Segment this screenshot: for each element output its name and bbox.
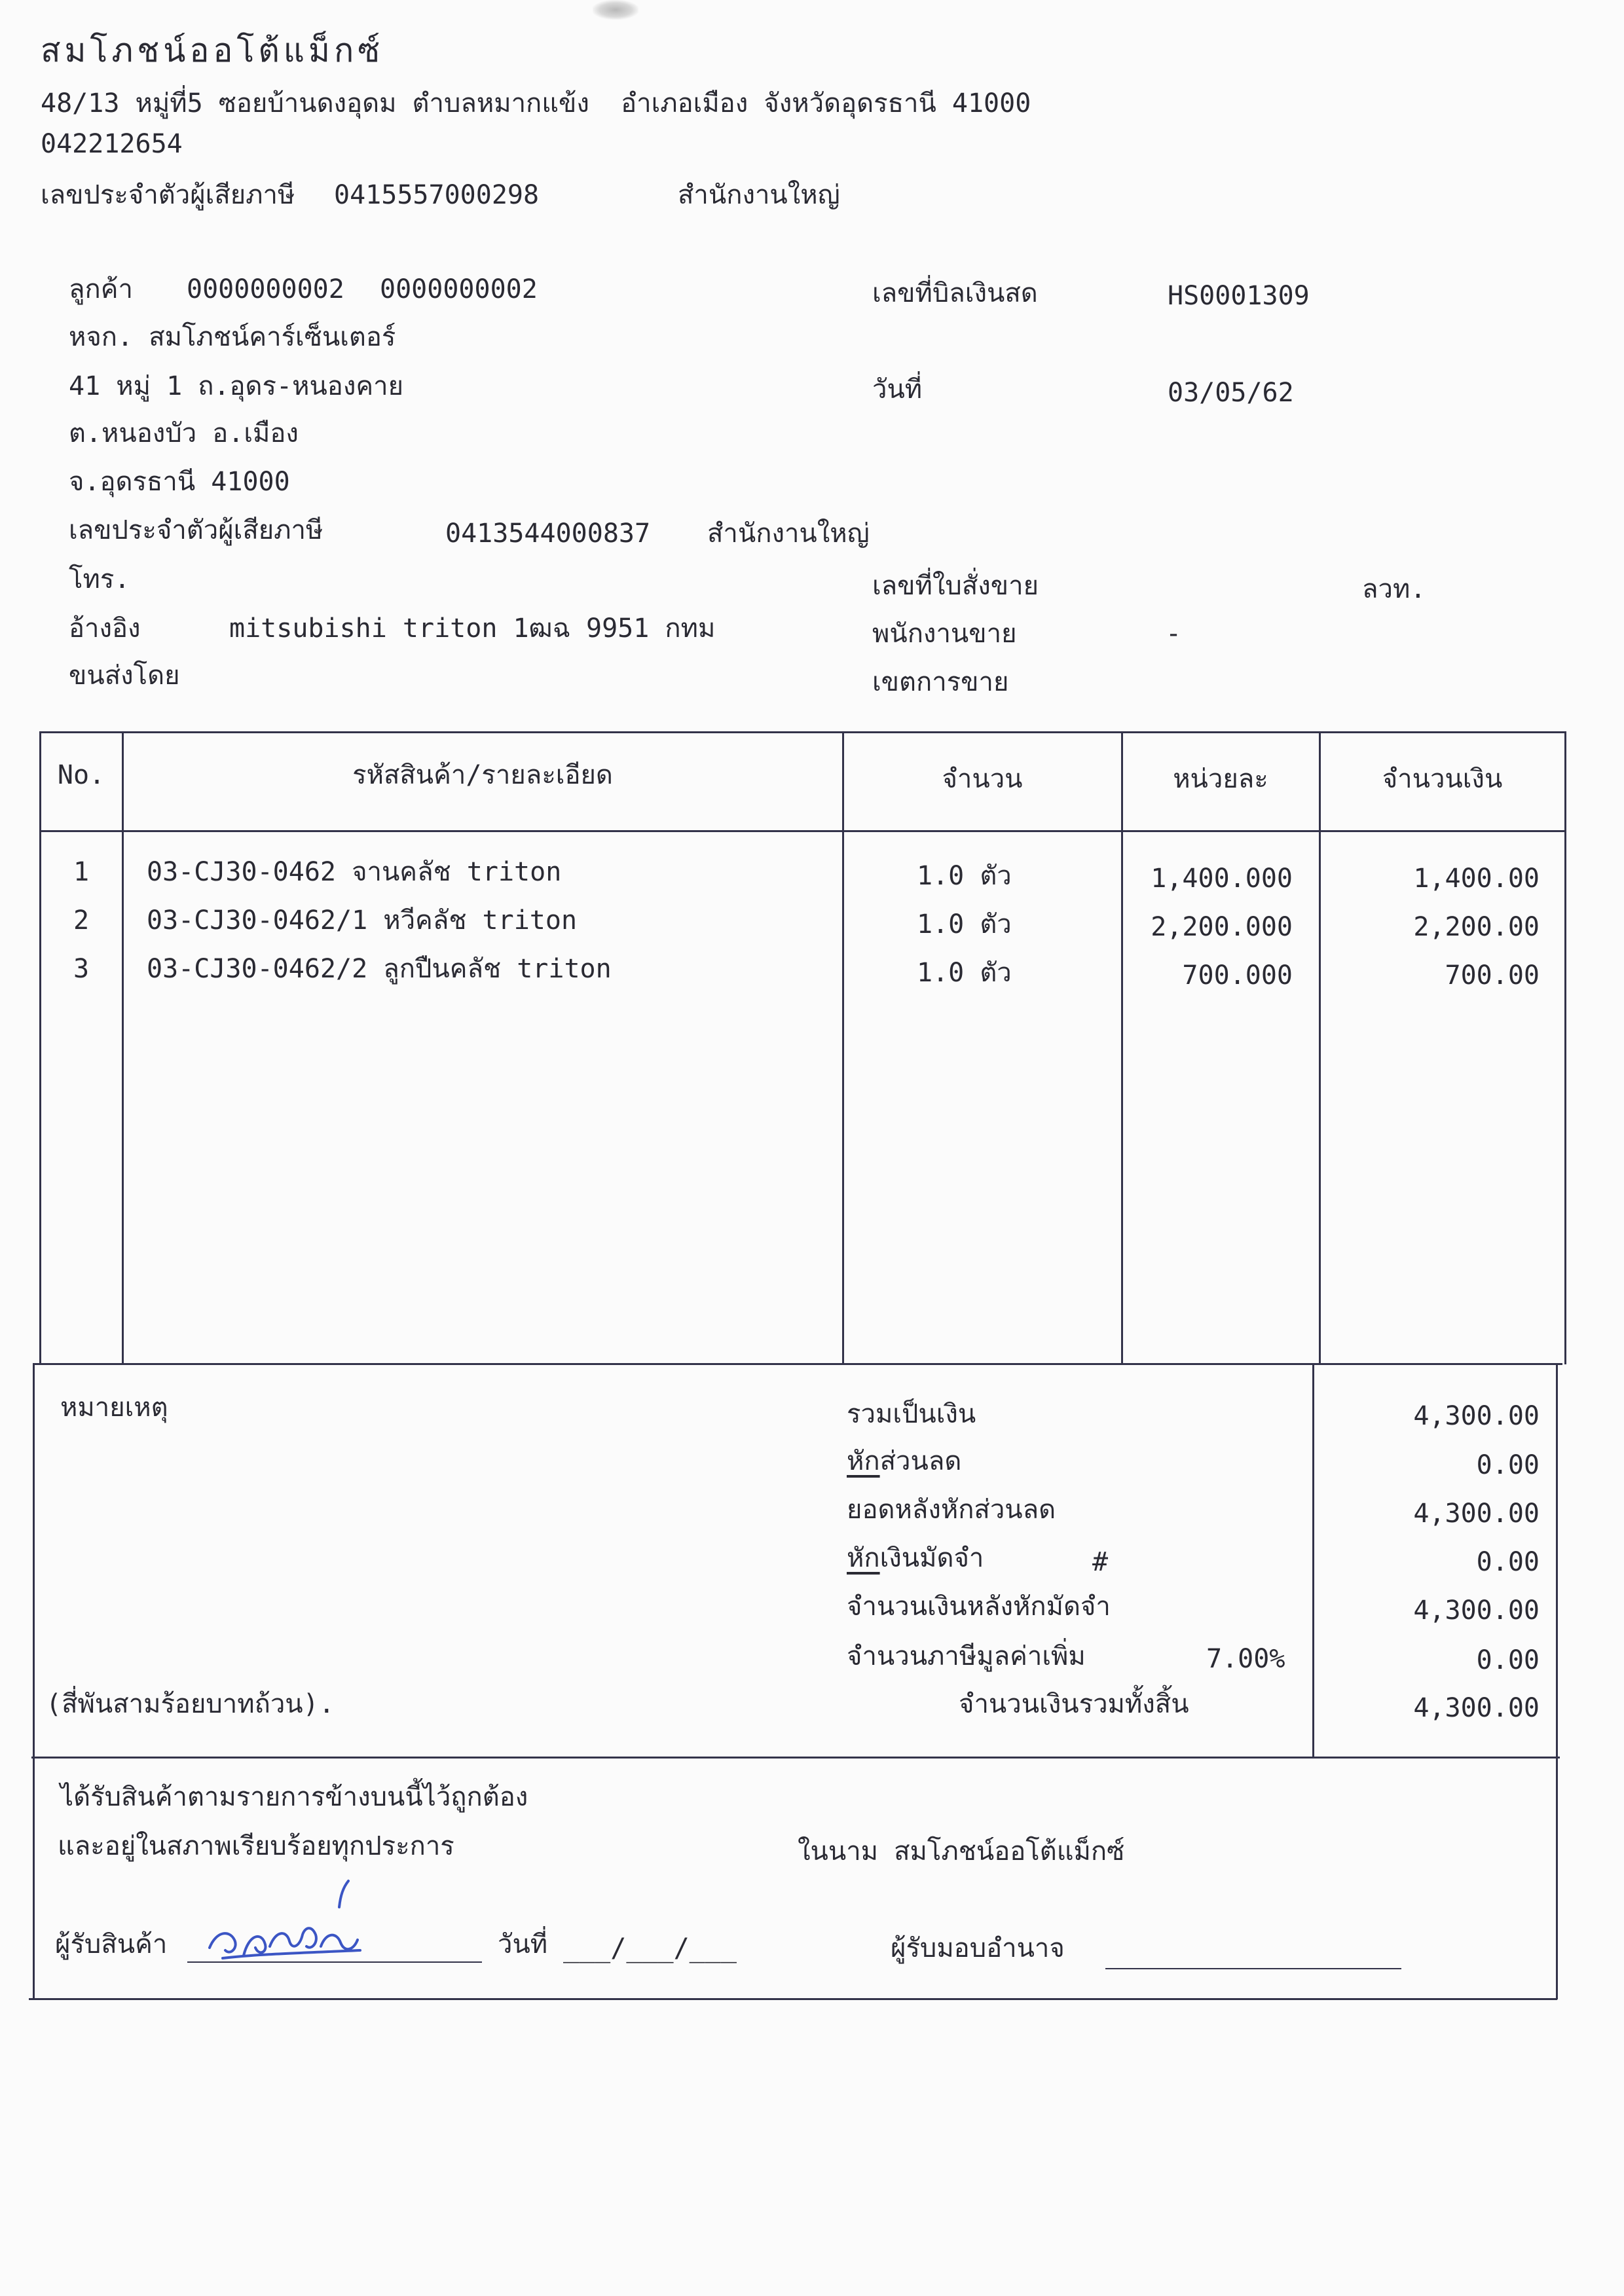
row-2-unit-price: 2,200.000 bbox=[1151, 912, 1293, 942]
col-divider-desc bbox=[842, 731, 844, 1364]
salesperson-label: พนักงานขาย bbox=[872, 619, 1017, 649]
sales-order-label: เลขที่ใบสั่งขาย bbox=[872, 571, 1039, 601]
customer-name: หจก. สมโภชน์คาร์เซ็นเตอร์ bbox=[69, 322, 396, 352]
bill-date-value: 03/05/62 bbox=[1168, 378, 1294, 408]
shipping-label: ขนส่งโดย bbox=[69, 661, 180, 691]
frame-right-border-lower bbox=[1556, 1363, 1558, 1999]
after-discount-value: 4,300.00 bbox=[1413, 1499, 1540, 1529]
receipt-date-label: วันที่ bbox=[498, 1929, 548, 1959]
sales-order-value: ลวท. bbox=[1362, 574, 1426, 604]
bill-date-label: วันที่ bbox=[872, 374, 923, 405]
customer-tax-id: 0413544000837 bbox=[445, 519, 651, 549]
frame-left-border bbox=[39, 731, 41, 1364]
row-1-amount: 1,400.00 bbox=[1413, 864, 1540, 894]
deposit-value: 0.00 bbox=[1476, 1547, 1540, 1577]
total-value: 4,300.00 bbox=[1413, 1401, 1540, 1431]
bill-number-value: HS0001309 bbox=[1168, 281, 1310, 311]
vat-label: จำนวนภาษีมูลค่าเพิ่ม bbox=[847, 1641, 1086, 1671]
amount-in-words: (สี่พันสามร้อยบาทถ้วน). bbox=[46, 1689, 335, 1719]
frame-right-border bbox=[1564, 731, 1566, 1364]
grand-total-label: จำนวนเงินรวมทั้งสิ้น bbox=[959, 1689, 1189, 1719]
company-address: 48/13 หมู่ที่5 ซอยบ้านดงอุดม ตำบลหมากแข้ง อำเภอเมือง จังหวัดอุดรธานี 41000 bbox=[41, 88, 1031, 118]
table-top-border bbox=[39, 731, 1566, 733]
header-unit-price: หน่วยละ bbox=[1173, 764, 1268, 794]
customer-code-2: 0000000002 bbox=[380, 274, 538, 304]
row-3-no: 3 bbox=[73, 954, 90, 984]
salesperson-value: - bbox=[1166, 619, 1182, 649]
customer-code-1: 0000000002 bbox=[187, 274, 344, 304]
row-1-no: 1 bbox=[73, 857, 90, 887]
reference-label: อ้างอิง bbox=[69, 613, 141, 644]
authorized-label: ผู้รับมอบอำนาจ bbox=[891, 1933, 1065, 1963]
frame-left-border-lower bbox=[33, 1363, 35, 1999]
sales-area-label: เขตการขาย bbox=[872, 667, 1009, 697]
row-2-quantity: 1.0 ตัว bbox=[917, 909, 1012, 939]
deposit-hash: # bbox=[1092, 1547, 1109, 1577]
discount-label-rest: ส่วนลด bbox=[879, 1446, 962, 1476]
customer-label: ลูกค้า bbox=[69, 274, 133, 304]
on-behalf-of: ในนาม สมโภชน์ออโต้แม็กซ์ bbox=[798, 1836, 1125, 1867]
customer-tax-label: เลขประจำตัวผู้เสียภาษี bbox=[69, 515, 323, 545]
company-tax-id: 0415557000298 bbox=[334, 180, 540, 210]
row-2-no: 2 bbox=[73, 905, 90, 936]
row-3-quantity: 1.0 ตัว bbox=[917, 958, 1012, 988]
authorized-signature-line bbox=[1105, 1968, 1401, 1969]
header-quantity: จำนวน bbox=[942, 764, 1023, 794]
discount-label bbox=[847, 1448, 961, 1474]
after-deposit-value: 4,300.00 bbox=[1413, 1595, 1540, 1626]
company-branch: สำนักงานใหญ่ bbox=[678, 180, 840, 210]
company-name: สมโภชน์ออโต้แม็กซ์ bbox=[41, 31, 384, 69]
row-3-amount: 700.00 bbox=[1445, 960, 1540, 991]
bill-number-label: เลขที่บิลเงินสด bbox=[872, 278, 1038, 308]
table-header-bottom-border bbox=[39, 830, 1566, 832]
row-2-description: 03-CJ30-0462/1 หวีคลัช triton bbox=[147, 905, 578, 936]
row-1-quantity: 1.0 ตัว bbox=[917, 861, 1012, 891]
customer-branch: สำนักงานใหญ่ bbox=[707, 519, 870, 549]
grand-total-value: 4,300.00 bbox=[1413, 1693, 1540, 1723]
row-2-amount: 2,200.00 bbox=[1413, 912, 1540, 942]
header-no: No. bbox=[57, 760, 105, 790]
after-deposit-label: จำนวนเงินหลังหักมัดจำ bbox=[847, 1592, 1111, 1622]
row-3-description: 03-CJ30-0462/2 ลูกปืนคลัช triton bbox=[147, 954, 612, 984]
header-amount: จำนวนเงิน bbox=[1382, 764, 1503, 794]
remark-label: หมายเหตุ bbox=[60, 1393, 168, 1423]
discount-value: 0.00 bbox=[1476, 1450, 1540, 1480]
received-statement-line-1: ได้รับสินค้าตามรายการข้างบนนี้ไว้ถูกต้อง bbox=[60, 1782, 528, 1812]
receiver-signature bbox=[196, 1869, 380, 1967]
summary-bottom-border bbox=[31, 1757, 1560, 1758]
discount-label-deduct: หัก bbox=[847, 1446, 880, 1476]
receiver-label: ผู้รับสินค้า bbox=[55, 1929, 168, 1959]
col-divider-no bbox=[122, 731, 124, 1364]
deposit-label bbox=[847, 1545, 984, 1571]
total-label: รวมเป็นเงิน bbox=[847, 1399, 976, 1429]
after-discount-label: ยอดหลังหักส่วนลด bbox=[847, 1495, 1056, 1525]
col-divider-unit bbox=[1319, 731, 1321, 1364]
customer-address-2: ต.หนองบัว อ.เมือง bbox=[69, 418, 299, 448]
row-3-unit-price: 700.000 bbox=[1182, 960, 1293, 991]
reference-value: mitsubishi triton 1ฒฉ 9951 กทม bbox=[229, 613, 716, 644]
customer-phone-label: โทร. bbox=[69, 564, 130, 594]
customer-address-3: จ.อุดรธานี 41000 bbox=[69, 467, 290, 497]
deposit-label-deduct: หัก bbox=[847, 1543, 880, 1573]
header-description: รหัสสินค้า/รายละเอียด bbox=[352, 760, 613, 790]
row-1-unit-price: 1,400.000 bbox=[1151, 864, 1293, 894]
customer-address-1: 41 หมู่ 1 ถ.อุดร-หนองคาย bbox=[69, 371, 404, 401]
row-1-description: 03-CJ30-0462 จานคลัช triton bbox=[147, 857, 562, 887]
receipt-date-blank: ___/___/___ bbox=[563, 1933, 737, 1963]
paper-clip-mark bbox=[593, 0, 638, 20]
table-items-bottom-border bbox=[34, 1363, 1562, 1365]
footer-bottom-border bbox=[29, 1998, 1557, 2000]
received-statement-line-2: และอยู่ในสภาพเรียบร้อยทุกประการ bbox=[58, 1831, 454, 1861]
company-tax-label: เลขประจำตัวผู้เสียภาษี bbox=[41, 180, 295, 210]
company-phone: 042212654 bbox=[41, 129, 183, 159]
vat-value: 0.00 bbox=[1476, 1645, 1540, 1675]
vat-rate: 7.00% bbox=[1206, 1644, 1285, 1674]
col-divider-qty bbox=[1121, 731, 1123, 1364]
deposit-label-rest: เงินมัดจำ bbox=[879, 1543, 984, 1573]
